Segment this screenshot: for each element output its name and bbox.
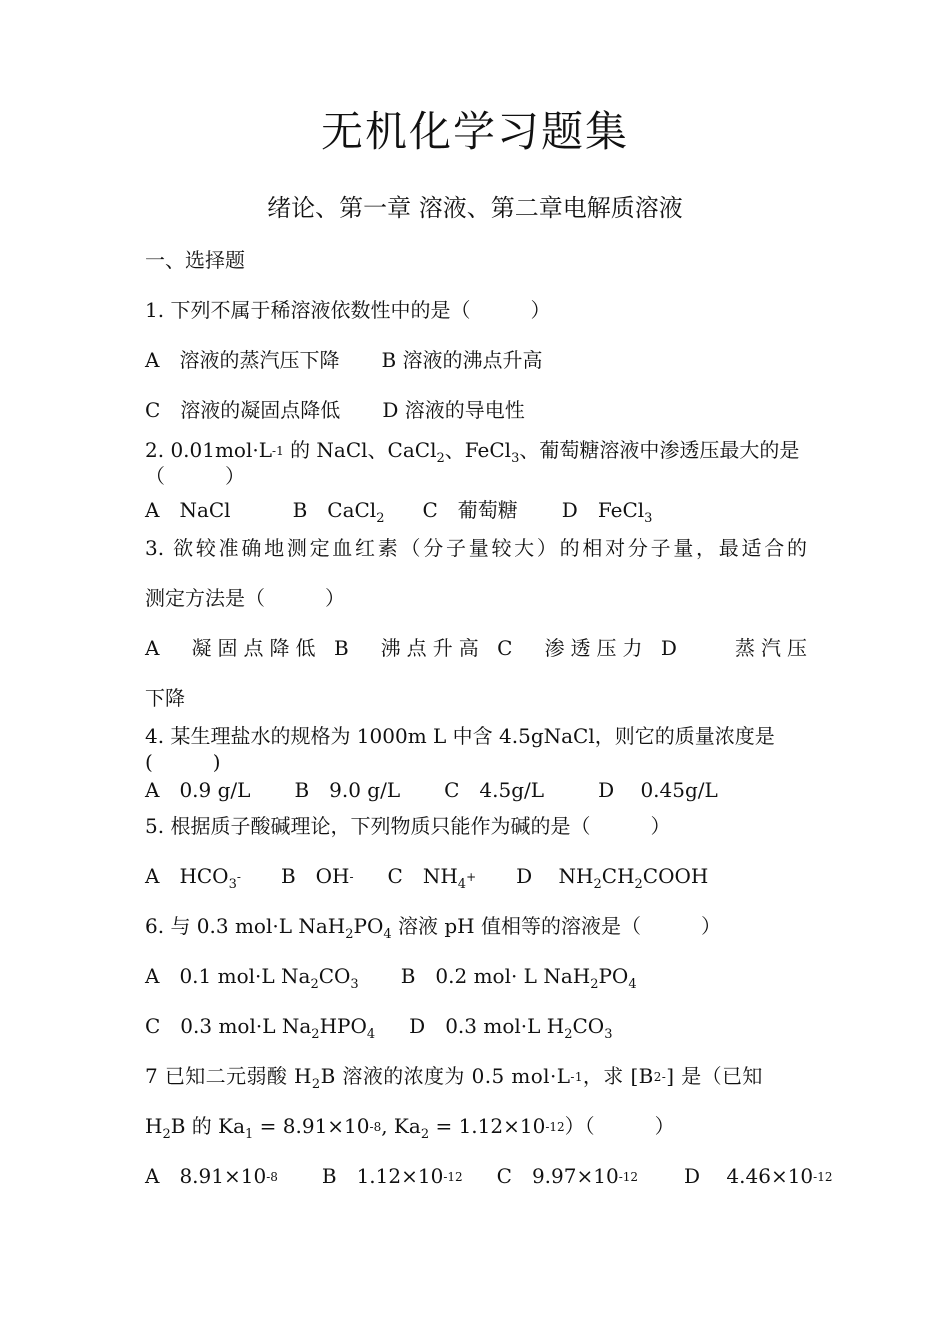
q4-option-a: A 0.9 g/L — [145, 778, 251, 802]
q6-option-d: D 0.3 mol·L $H_2CO_3$ — [409, 1014, 613, 1042]
question-2-options — [145, 496, 807, 524]
q7-option-c: C $9.97\times 10^{-12}$ — [496, 1164, 639, 1188]
q5-option-c: C $NH_4^+$ — [387, 864, 477, 892]
q5-option-a: A $HCO_3^-$ — [145, 864, 241, 892]
q6-option-a: A 0.1 mol·L $Na_2CO_3$ — [145, 964, 359, 992]
question-3-options — [145, 634, 807, 662]
question-5-options — [145, 862, 807, 890]
question-7-options — [145, 1162, 833, 1190]
q5-option-d: D $NH_2CH_2COOH$ — [516, 864, 709, 892]
q4-option-b: B 9.0 g/L — [294, 778, 401, 802]
q7-option-a: A $8.91\times 10^{-8}$ — [145, 1164, 278, 1188]
q3-option-d: D 蒸汽压 — [660, 636, 808, 660]
q3-option-a: A 凝固点降低 — [145, 636, 322, 660]
question-4-stem: 4. 某生理盐水的规格为 1000m L 中含 4.5gNaCl，则它的质量浓度是 — [145, 724, 775, 748]
question-6-options-cd — [145, 1012, 807, 1040]
chapter-subtitle: 绪论、第一章 溶液、第二章电解质溶液 — [267, 194, 683, 222]
q3-option-b: B 沸点升高 — [333, 636, 485, 660]
question-4-options — [145, 776, 807, 804]
q2-option-a: A NaCl — [145, 498, 231, 522]
question-2-paren: （ ） — [145, 464, 245, 488]
question-3-stem-line1: 3. 欲较准确地测定血红素（分子量较大）的相对分子量，最适合的 — [145, 536, 807, 560]
q7-option-b: B $1.12\times 10^{-12}$ — [321, 1164, 463, 1188]
question-1-options-cd — [145, 396, 807, 424]
q4-option-d: D 0.45g/L — [598, 778, 718, 802]
q2-option-b: B CaCl$_2$ — [292, 498, 385, 526]
question-2-stem: 2. $0.01mol\cdot L^{-1}$ 的 NaCl、CaCl$_2$、FeCl$_3$、葡萄糖溶液中渗透压最大的是 — [145, 438, 800, 466]
question-7-stem-line2: $H_2B$ 的 $Ka_1 = 8.91\times 10^{-8}$, $Ka_2 = 1.12\times 10^{-12}$）（ ） — [145, 1114, 675, 1142]
q1-option-b: B 溶液的沸点升高 — [381, 348, 543, 372]
question-3-option-d-cont: 下降 — [145, 686, 185, 710]
question-1-options-ab — [145, 346, 807, 374]
q2-option-c: C 葡萄糖 — [422, 498, 518, 522]
q7-option-d: D $4.46\times 10^{-12}$ — [684, 1164, 833, 1188]
question-3-stem-line2: 测定方法是（ ） — [145, 586, 345, 610]
q5-option-b: B OH- — [280, 864, 354, 888]
section-heading: 一、选择题 — [145, 248, 245, 272]
q2-option-d: D FeCl$_3$ — [561, 498, 653, 526]
question-7-stem-line1: 7 已知二元弱酸 $H_2B$ 溶液的浓度为 0.5 $mol\cdot L^{-1}$，求 $[B^{2-}]$ 是（已知 — [145, 1064, 763, 1092]
q1-option-d: D 溶液的导电性 — [382, 398, 525, 422]
q4-option-c: C 4.5g/L — [444, 778, 545, 802]
q6-option-b: B 0.2 mol· L $NaH_2PO_4$ — [400, 964, 637, 992]
question-6-options-ab — [145, 962, 807, 990]
q1-option-c: C 溶液的凝固点降低 — [145, 398, 341, 422]
question-5-stem: 5. 根据质子酸碱理论，下列物质只能作为碱的是（ ） — [145, 814, 671, 838]
question-4-paren: ( ) — [145, 750, 221, 774]
q6-option-c: C 0.3 mol·L $Na_2HPO_4$ — [145, 1014, 376, 1042]
q1-option-a: A 溶液的蒸汽压下降 — [145, 348, 340, 372]
question-6-stem: 6. 与 0.3 mol·L $NaH_2PO_4$ 溶液 pH 值相等的溶液是（ ） — [145, 914, 721, 942]
q3-option-c: C 渗透压力 — [497, 636, 649, 660]
question-1-stem: 1. 下列不属于稀溶液依数性中的是（ ） — [145, 298, 551, 322]
document-title: 无机化学习题集 — [320, 107, 629, 156]
